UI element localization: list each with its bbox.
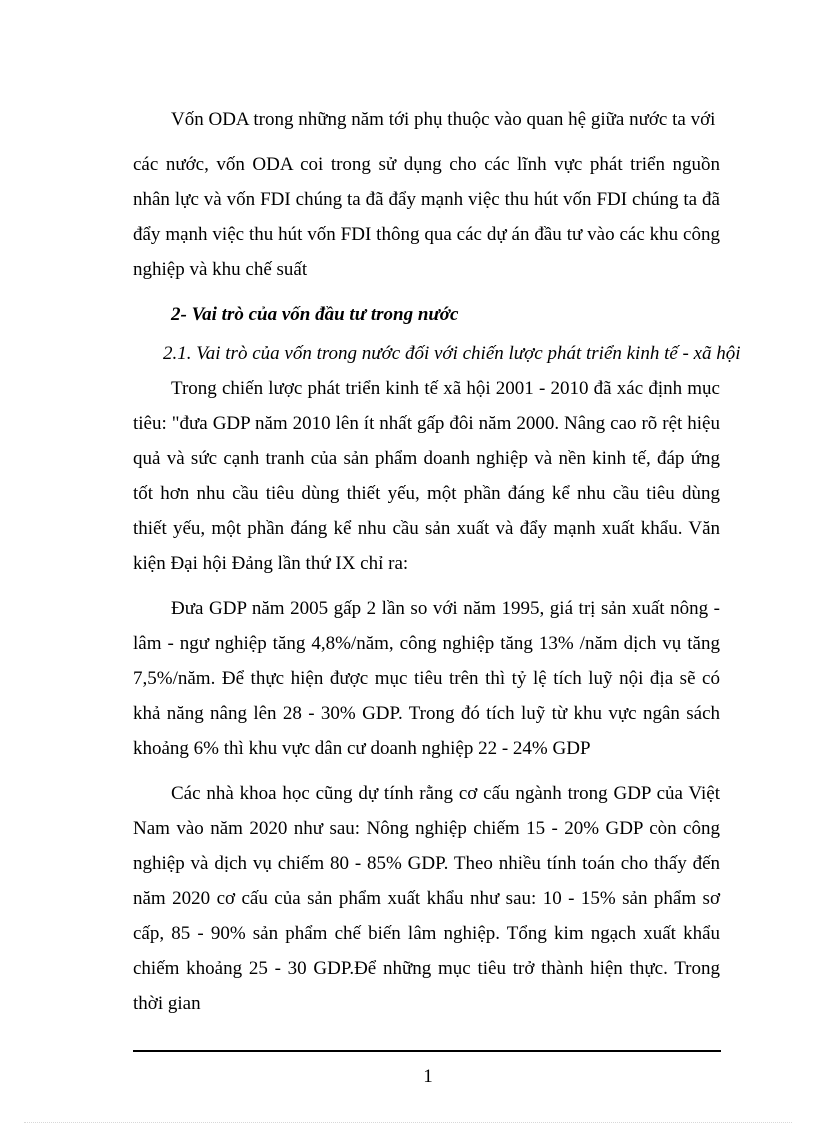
paragraph-strategy: Trong chiến lược phát triển kinh tế xã hội 2001 - 2010 đã xác định mục tiêu: "đưa GDP năm 2010 lên ít nhất gấp đôi năm 2000. Nâng cao rõ rệt hiệu quả và sức cạnh tranh của sản phẩm doanh nghiệp và nền kinh tế, đáp ứng tốt hơn nhu cầu tiêu dùng thiết yếu, một phần đáng kể nhu cầu tiêu dùng thiết yếu, một phần đáng kể nhu cầu sản xuất và đẩy mạnh xuất khẩu. Văn kiện Đại hội Đảng lần thứ IX chỉ ra:: [133, 378, 720, 574]
paragraph-oda-intro: Vốn ODA trong những năm tới phụ thuộc vào quan hệ giữa nước ta với: [171, 109, 716, 130]
paragraph-oda-fdi: các nước, vốn ODA coi trong sử dụng cho các lĩnh vực phát triển nguồn nhân lực và vốn FDI chúng ta đã đẩy mạnh việc thu hút vốn FDI chúng ta đã đẩy mạnh việc thu hút vốn FDI thông qua các dự án đầu tư vào các khu công nghiệp và khu chế suất: [133, 154, 720, 280]
subsection-heading: 2.1. Vai trò của vốn trong nước đối với chiến lược phát triển kinh tế - xã hội: [163, 343, 741, 364]
paragraph-structure-2020: Các nhà khoa học cũng dự tính rằng cơ cấu ngành trong GDP của Việt Nam vào năm 2020 như sau: Nông nghiệp chiếm 15 - 20% GDP còn công nghiệp và dịch vụ chiếm 80 - 85% GDP. Theo nhiều tính toán cho thấy đến năm 2020 cơ cấu của sản phẩm xuất khẩu như sau: 10 - 15% sản phẩm sơ cấp, 85 - 90% sản phẩm chế biến lâm nghiệp. Tổng kim ngạch xuất khẩu chiếm khoảng 25 - 30 GDP.Để những mục tiêu trở thành hiện thực. Trong thời gian: [133, 783, 720, 1014]
page-number: 1: [423, 1066, 433, 1087]
document-body: [133, 102, 741, 1021]
paragraph-gdp-targets: Đưa GDP năm 2005 gấp 2 lần so với năm 1995, giá trị sản xuất nông - lâm - ngư nghiệp tăng 4,8%/năm, công nghiệp tăng 13% /năm dịch vụ tăng 7,5%/năm. Để thực hiện được mục tiêu trên thì tỷ lệ tích luỹ nội địa sẽ có khả năng nâng lên 28 - 30% GDP. Trong đó tích luỹ từ khu vực ngân sách khoảng 6% thì khu vực dân cư doanh nghiệp 22 - 24% GDP: [133, 598, 720, 759]
footer-divider: [133, 1050, 721, 1052]
section-heading: 2- Vai trò của vốn đầu tư trong nước: [171, 304, 459, 325]
